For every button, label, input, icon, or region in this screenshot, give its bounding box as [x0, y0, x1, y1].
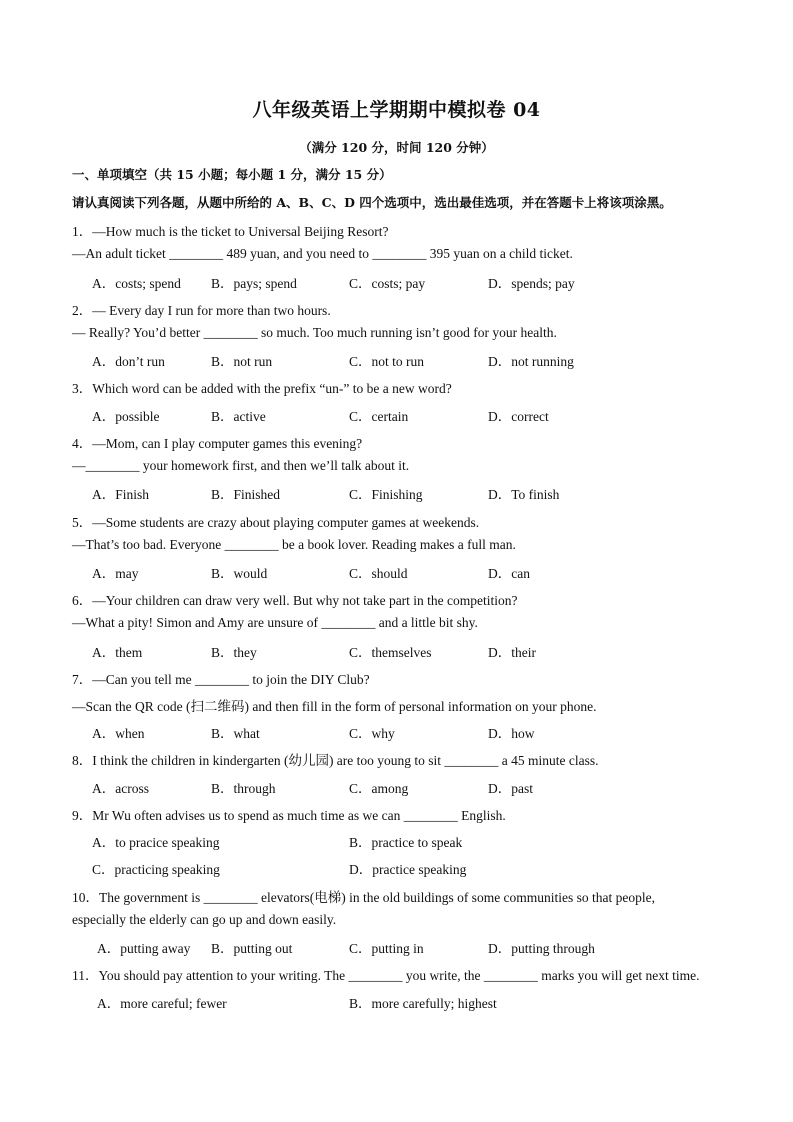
option-d[interactable]: D．can	[488, 566, 530, 581]
option-c[interactable]: C．not to run	[349, 354, 425, 369]
option-b[interactable]: B．more carefully; highest	[349, 996, 497, 1011]
question-stem: —Scan the QR code (扫二维码) and then fill in the form of personal information on your phone.	[72, 699, 597, 714]
question-stem: 6．—Your children can draw very well. But why not take part in the competition?	[72, 593, 518, 608]
option-d[interactable]: D．how	[488, 726, 535, 741]
option-a[interactable]: A．don’t run	[92, 354, 165, 369]
option-c[interactable]: C．themselves	[349, 645, 432, 660]
question-stem: —What a pity! Simon and Amy are unsure of ________ and a little bit shy.	[72, 615, 478, 630]
option-d[interactable]: D．putting through	[488, 941, 595, 956]
question-stem: —________ your homework first, and then we’ll talk about it.	[72, 458, 410, 473]
option-b[interactable]: B．what	[211, 726, 260, 741]
option-b[interactable]: B．Finished	[211, 487, 281, 502]
option-b[interactable]: B．not run	[211, 354, 273, 369]
option-b[interactable]: B．would	[211, 566, 268, 581]
option-a[interactable]: A．more careful; fewer	[97, 996, 227, 1011]
option-d[interactable]: D．not running	[488, 354, 574, 369]
question-stem: —That’s too bad. Everyone ________ be a book lover. Reading makes a full man.	[72, 537, 516, 552]
question-stem: 4．—Mom, can I play computer games this evening?	[72, 436, 363, 451]
option-d[interactable]: D．To finish	[488, 487, 560, 502]
question-stem: 2．— Every day I run for more than two hours.	[72, 303, 331, 318]
option-a[interactable]: A．when	[92, 726, 145, 741]
question-stem: —An adult ticket ________ 489 yuan, and you need to ________ 395 yuan on a child ticket.	[72, 246, 573, 261]
option-c[interactable]: C．practicing speaking	[92, 862, 220, 877]
option-d[interactable]: D．correct	[488, 409, 549, 424]
option-a[interactable]: A．possible	[92, 409, 160, 424]
option-c[interactable]: C．costs; pay	[349, 276, 426, 291]
option-b[interactable]: B．they	[211, 645, 257, 660]
question-stem: — Really? You’d better ________ so much. Too much running isn’t good for your health.	[72, 325, 557, 340]
section-heading: 一、单项填空（共 15 小题；每小题 1 分，满分 15 分）	[72, 167, 392, 182]
option-b[interactable]: B．pays; spend	[211, 276, 297, 291]
option-b[interactable]: B．through	[211, 781, 276, 796]
option-a[interactable]: A．to pracice speaking	[92, 835, 220, 850]
question-stem: 7．—Can you tell me ________ to join the DIY Club?	[72, 672, 370, 687]
question-stem: 3．Which word can be added with the prefix “un-” to be a new word?	[72, 381, 452, 396]
question-stem: 9．Mr Wu often advises us to spend as much time as we can ________ English.	[72, 808, 506, 823]
option-a[interactable]: A．costs; spend	[92, 276, 181, 291]
page-title: 八年级英语上学期期中模拟卷 04	[252, 99, 541, 121]
option-b[interactable]: B．active	[211, 409, 266, 424]
page-subtitle: （满分 120 分，时间 120 分钟）	[299, 140, 494, 155]
option-a[interactable]: A．putting away	[97, 941, 191, 956]
option-b[interactable]: B．practice to speak	[349, 835, 463, 850]
option-c[interactable]: C．putting in	[349, 941, 424, 956]
question-stem: especially the elderly can go up and down easily.	[72, 912, 337, 927]
option-a[interactable]: A．may	[92, 566, 139, 581]
option-a[interactable]: A．them	[92, 645, 143, 660]
option-c[interactable]: C．why	[349, 726, 395, 741]
question-stem: 5．—Some students are crazy about playing computer games at weekends.	[72, 515, 480, 530]
question-stem: 1．—How much is the ticket to Universal Beijing Resort?	[72, 224, 389, 239]
option-d[interactable]: D．spends; pay	[488, 276, 575, 291]
instructions: 请认真阅读下列各题，从题中所给的 A、B、C、D 四个选项中，选出最佳选项，并在答题卡上将该项涂黑。	[72, 195, 672, 210]
option-d[interactable]: D．practice speaking	[349, 862, 467, 877]
option-c[interactable]: C．among	[349, 781, 409, 796]
option-c[interactable]: C．should	[349, 566, 408, 581]
question-stem: 11．You should pay attention to your writing. The ________ you write, the ________ marks you will get next time.	[72, 968, 700, 983]
option-a[interactable]: A．Finish	[92, 487, 150, 502]
option-c[interactable]: C．certain	[349, 409, 409, 424]
option-d[interactable]: D．their	[488, 645, 536, 660]
option-a[interactable]: A．across	[92, 781, 149, 796]
option-c[interactable]: C．Finishing	[349, 487, 423, 502]
option-d[interactable]: D．past	[488, 781, 533, 796]
question-stem: 8．I think the children in kindergarten (幼儿园) are too young to sit ________ a 45 minute class.	[72, 753, 599, 768]
question-stem: 10．The government is ________ elevators(电梯) in the old buildings of some communities so that people,	[72, 890, 656, 905]
option-b[interactable]: B．putting out	[211, 941, 293, 956]
